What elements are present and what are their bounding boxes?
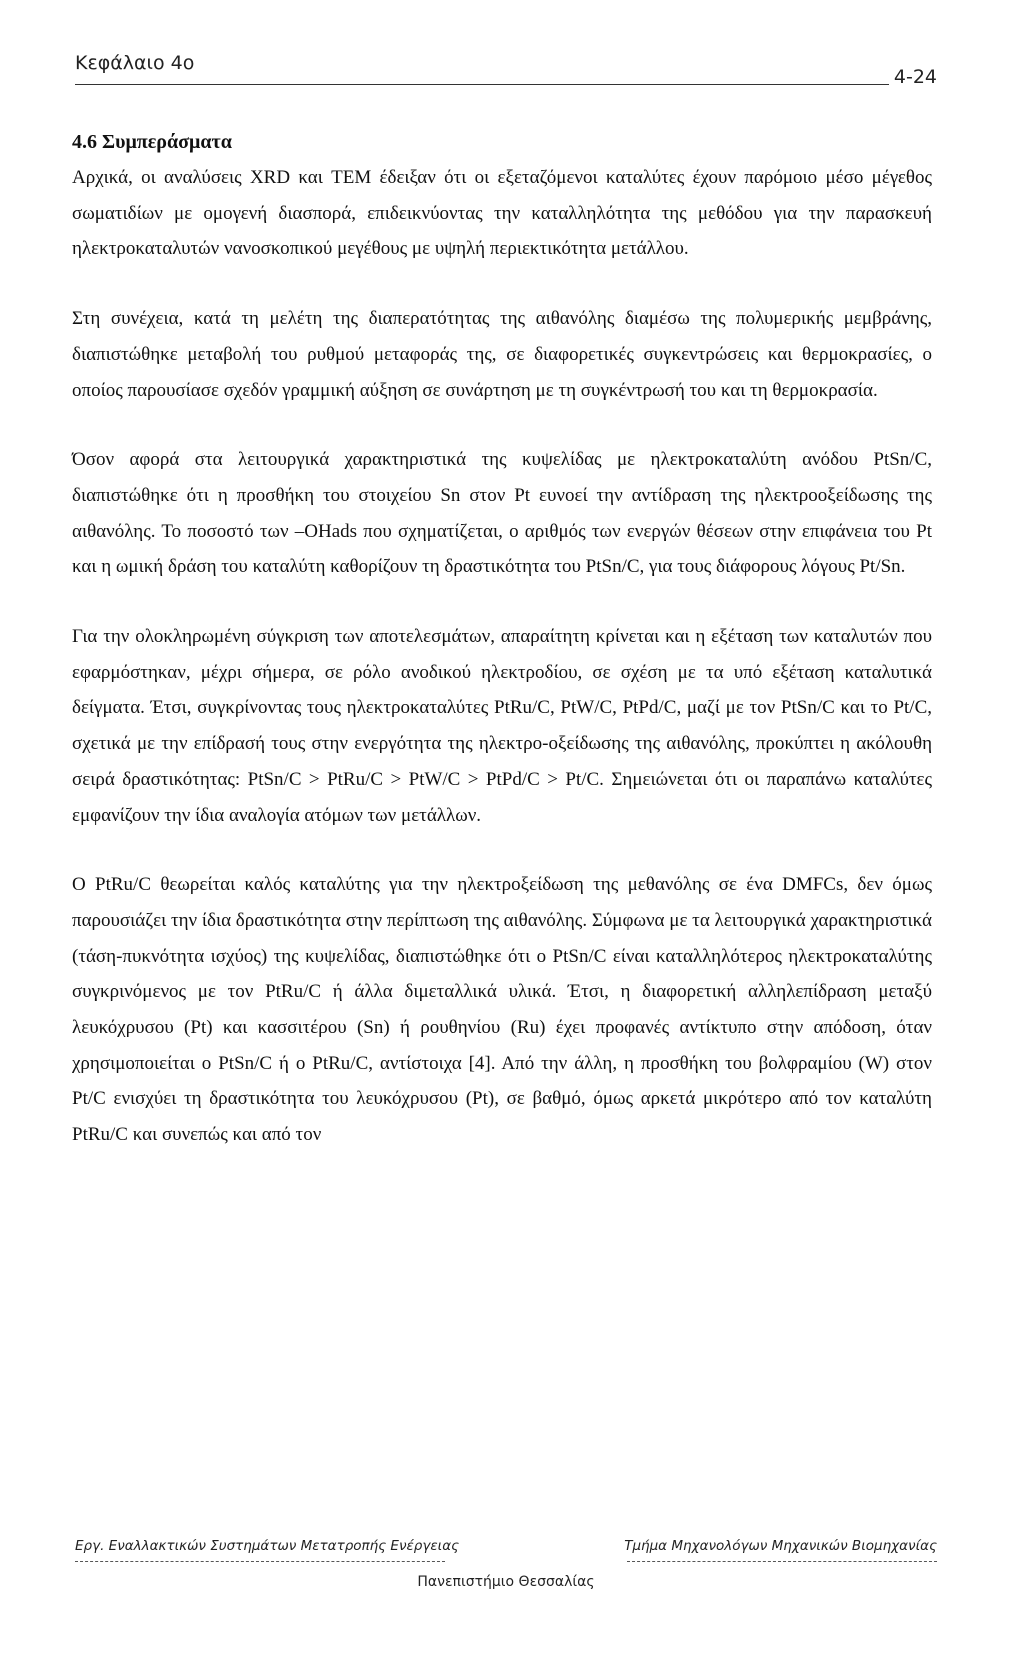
page-header [75,50,937,90]
paragraph-1: Αρχικά, οι αναλύσεις XRD και TEM έδειξαν ότι οι εξεταζόμενοι καταλύτες έχουν παρόμοιο μέσο μέγεθος σωματιδίων με ομογενή διασπορά, επιδεικνύοντας την καταλληλότητα της μεθόδου για την παρασκευή ηλεκτροκαταλυτών νανοσκοπικού μεγέθους με υψηλή περιεκτικότητα μετάλλου. [72,167,932,260]
paragraph-2: Στη συνέχεια, κατά τη μελέτη της διαπερατότητας της αιθανόλης διαμέσω της πολυμερικής μεμβράνης, διαπιστώθηκε μεταβολή του ρυθμού μεταφοράς της, σε διαφορετικές συγκεντρώσεις και θερμοκρασίες, ο οποίος παρουσίασε σχεδόν γραμμική αύξηση σε συνάρτηση με τη συγκέντρωσή του και τη θερμοκρασία. [72,308,932,401]
section-title: 4.6 Συμπεράσματα [72,131,232,153]
footer-department: Τμήμα Μηχανολόγων Μηχανικών Βιομηχανίας [624,1538,937,1554]
footer-rule-right [627,1561,937,1562]
chapter-label: Κεφάλαιο 4ο [75,52,195,74]
main-content [72,130,932,1187]
page-number: 4-24 [893,66,937,88]
paragraph-3: Όσον αφορά στα λειτουργικά χαρακτηριστικά της κυψελίδας με ηλεκτροκαταλύτη ανόδου PtSn/C, διαπιστώθηκε ότι η προσθήκη του στοιχείου Sn στον Pt ευνοεί την αντίδραση της ηλεκτροοξείδωσης της αιθανόλης. Το ποσοστό των –OHads που σχηματίζεται, ο αριθμός των ενεργών θέσεων στην επιφάνεια του Pt και η ωμική δράση του καταλύτη καθορίζουν τη δραστικότητα του PtSn/C, για τους διάφορους λόγους Pt/Sn. [72,449,932,578]
footer-university: Πανεπιστήμιο Θεσσαλίας [417,1574,595,1590]
paragraph-4: Για την ολοκληρωμένη σύγκριση των αποτελεσμάτων, απαραίτητη κρίνεται και η εξέταση των καταλυτών που εφαρμόστηκαν, μέχρι σήμερα, σε ρόλο ανοδικού ηλεκτροδίου, σε σχέση με τα υπό εξέταση καταλυτικά δείγματα. Έτσι, συγκρίνοντας τους ηλεκτροκαταλύτες PtRu/C, PtW/C, PtPd/C, μαζί με τον PtSn/C και το Pt/C, σχετικά με την επίδρασή τους στην ενεργότητα της ηλεκτρο-οξείδωσης της αιθανόλης, προκύπτει η ακόλουθη σειρά δραστικότητας: PtSn/C > PtRu/C > PtW/C > PtPd/C > Pt/C. Σημειώνεται ότι οι παραπάνω καταλύτες εμφανίζουν την ίδια αναλογία ατόμων των μετάλλων. [72,626,932,826]
paragraph-5: Ο PtRu/C θεωρείται καλός καταλύτης για την ηλεκτροξείδωση της μεθανόλης σε ένα DMFCs, δεν όμως παρουσιάζει την ίδια δραστικότητα στην περίπτωση της αιθανόλης. Σύμφωνα με τα λειτουργικά χαρακτηριστικά (τάση-πυκνότητα ισχύος) της κυψελίδας, διαπιστώθηκε ότι ο PtSn/C είναι καταλληλότερος ηλεκτροκαταλύτης συγκρινόμενος με τον PtRu/C ή άλλα διμεταλλικά υλικά. Έτσι, η διαφορετική αλληλεπίδραση μεταξύ λευκόχρυσου (Pt) και κασσιτέρου (Sn) ή ρουθηνίου (Ru) έχει προφανές αντίκτυπο στην απόδοση, όταν χρησιμοποιείται ο PtSn/C ή ο PtRu/C, αντίστοιχα [4]. Από την άλλη, η προσθήκη του βολφραμίου (W) στον Pt/C ενισχύει τη δραστικότητα του λευκόχρυσου (Pt), σε βαθμό, όμως αρκετά μικρότερο από τον καταλύτη PtRu/C και συνεπώς και από τον [72,874,932,1146]
page-footer [75,1538,937,1598]
footer-lab-name: Εργ. Εναλλακτικών Συστημάτων Μετατροπής Ενέργειας [75,1538,460,1554]
footer-rule-left [75,1561,445,1562]
header-rule [75,84,889,85]
